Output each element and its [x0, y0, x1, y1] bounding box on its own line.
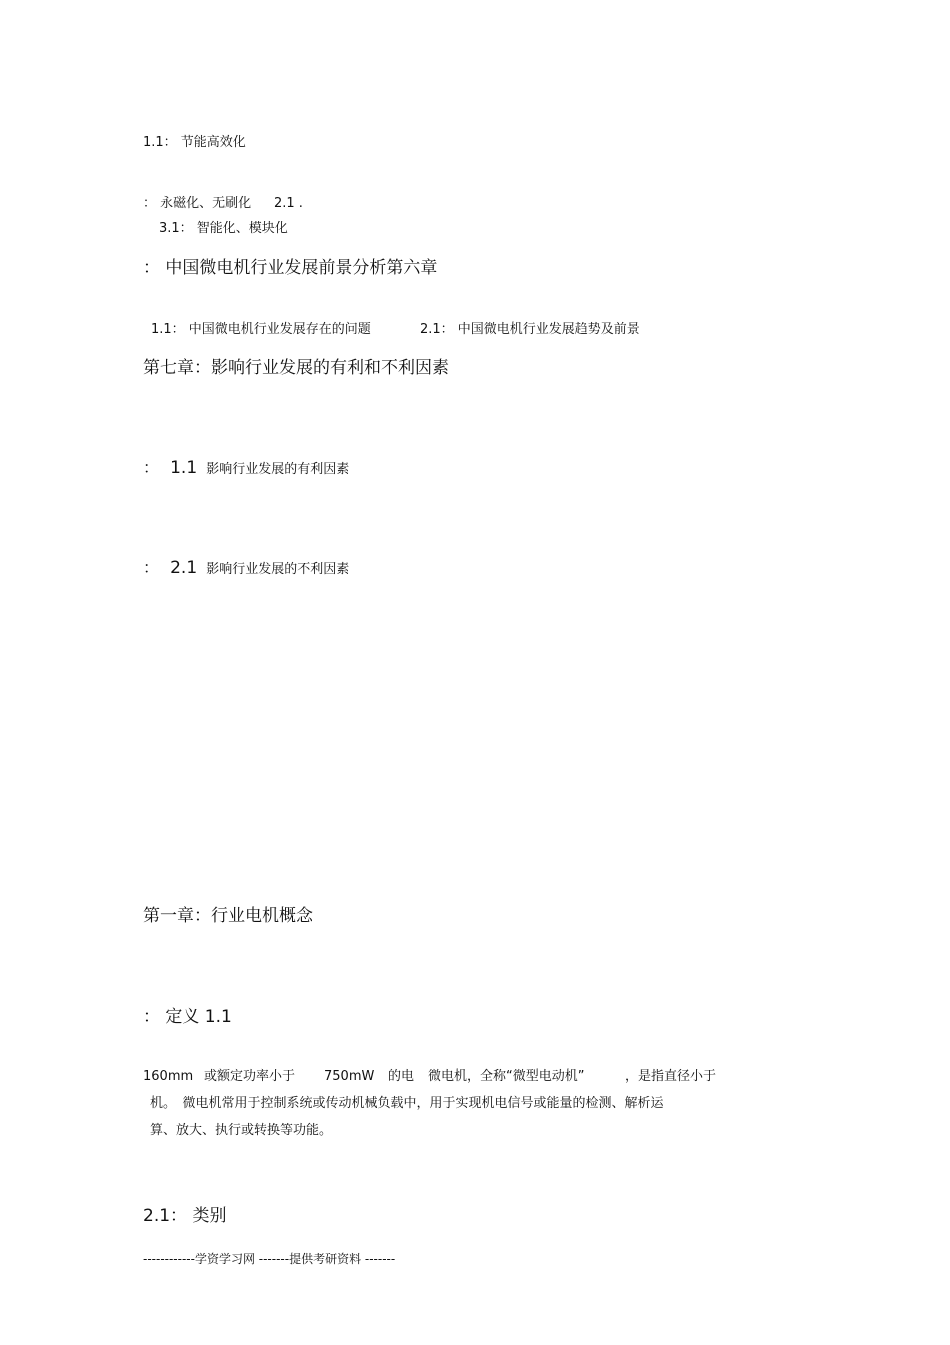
- definition-heading: ： 定义 1.1: [143, 1007, 232, 1027]
- page-footer: ------------学资学习网 -------提供考研资料 -------: [143, 1252, 396, 1266]
- paragraph-line-1-d: 的电: [388, 1069, 415, 1084]
- category-heading: 2.1： 类别: [143, 1206, 227, 1226]
- toc-item-number: 2.1 .: [274, 196, 303, 211]
- toc-item-intelligent: 3.1： 智能化、模块化: [159, 221, 288, 236]
- paragraph-line-1-b: 或额定功率小于: [204, 1069, 296, 1084]
- toc-item-favorable-text: 影响行业发展的有利因素: [206, 462, 350, 477]
- toc-item-unfavorable-number: 2.1: [170, 558, 198, 578]
- chapter-one-heading: 第一章：行业电机概念: [143, 906, 313, 926]
- paragraph-line-1-a: 160mm: [143, 1069, 194, 1084]
- paragraph-line-1-f: ，是指直径小于: [625, 1069, 717, 1084]
- toc-chapter-seven: 第七章：影响行业发展的有利和不利因素: [143, 358, 449, 378]
- paragraph-line-1-e: 微电机，全称“微型电动机”: [428, 1069, 585, 1084]
- toc-item-favorable-number: 1.1: [170, 458, 198, 478]
- paragraph-line-1-c: 750mW: [324, 1069, 375, 1084]
- paragraph-line-2: 机。 微电机常用于控制系统或传动机械负载中，用于实现机电信号或能量的检测、解析运: [150, 1096, 664, 1111]
- toc-item-favorable-prefix: ：: [143, 458, 160, 477]
- toc-item-unfavorable-prefix: ：: [143, 558, 160, 577]
- toc-item-unfavorable-text: 影响行业发展的不利因素: [206, 562, 350, 577]
- toc-item-permanent-magnet: ： 永磁化、无刷化: [143, 196, 252, 211]
- toc-chapter-six: ： 中国微电机行业发展前景分析第六章: [143, 258, 438, 278]
- paragraph-line-3: 算、放大、执行或转换等功能。: [150, 1123, 333, 1138]
- toc-item-problems: 1.1： 中国微电机行业发展存在的问题: [151, 322, 371, 337]
- toc-item-energy-efficiency: 1.1： 节能高效化: [143, 135, 246, 150]
- toc-item-favorable: [143, 460, 349, 477]
- toc-item-trends: 2.1： 中国微电机行业发展趋势及前景: [420, 322, 640, 337]
- toc-item-unfavorable: [143, 560, 349, 577]
